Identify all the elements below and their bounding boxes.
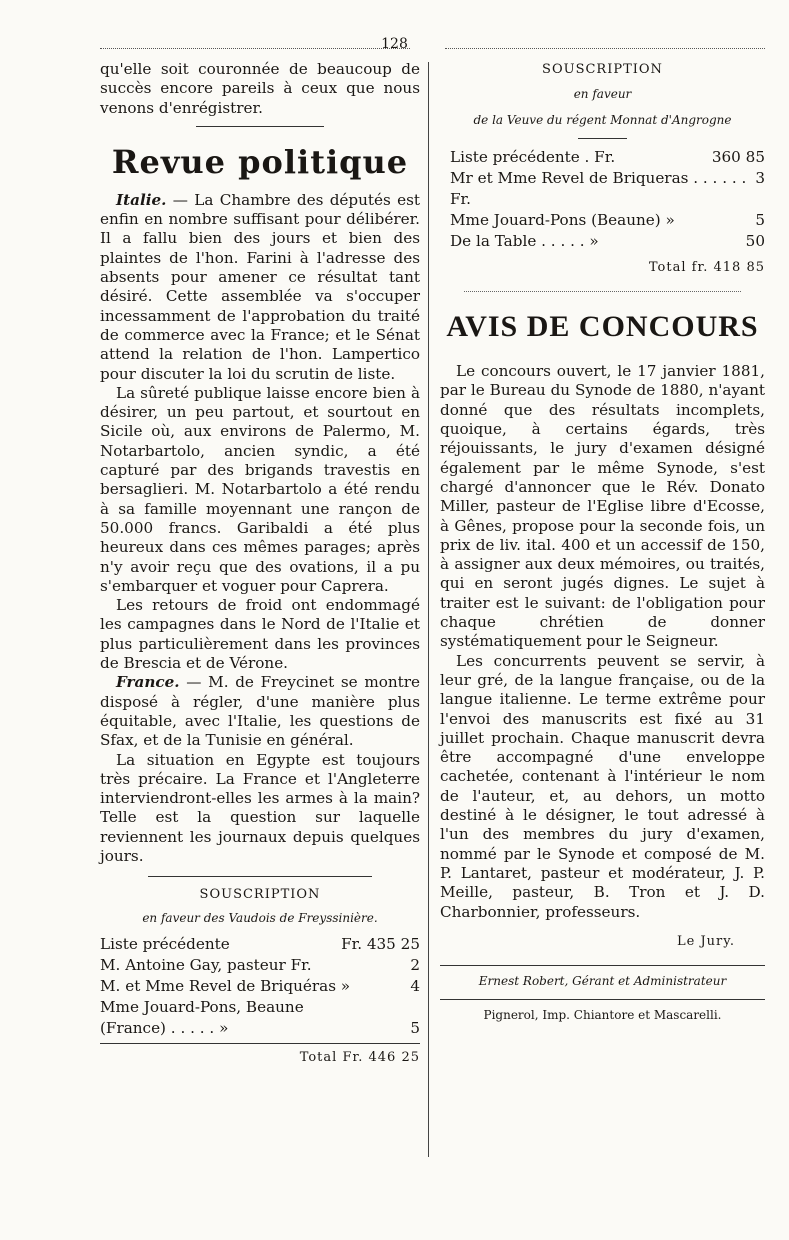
italie-label: Italie.: [116, 190, 167, 209]
concours-paragraph-2: Les concurrents peuvent se servir, à leur gré, de la langue française, ou de la langue italienne. Le terme extrême pour l'envoi des manuscrits est fixé au 31 juillet prochain. Chaque manuscrit devra être accompagné d'une enveloppe cachetée, contenant à l'intérieur le nom de l'auteur, et, au dehors, un motto destiné à le désigner, le tout adressé à l'un des membres du jury d'examen, nommé par le Synode et composé de M. P. Lantaret, pasteur et modérateur, J. P. Meille, pasteur, B. Tron et J. D. Charbonnier, professeurs.: [440, 651, 765, 921]
opening-paragraph: qu'elle soit couronnée de beaucoup de succès encore pareils à ceux que nous venons d'enrégistrer.: [100, 60, 420, 117]
subscription-title: SOUSCRIPTION: [199, 887, 321, 903]
row-value: 50: [745, 231, 765, 250]
subscription-list: [100, 934, 420, 1039]
divider: [196, 126, 324, 127]
paragraph-italie: Italie. — La Chambre des députés est enfin en nombre suffisant pour délibérer. Il a fallu bien des jours et bien des plaintes de l'hon. Farini à l'adresse des absents pour amener ce résultat tant désiré. Cette assemblée va s'occuper incessamment de l'approbation du traité de commerce avec la France; et le Sénat attend la relation de l'hon. Lampertico pour discuter la loi du scrutin de liste.: [100, 190, 420, 383]
subscription-row: [100, 934, 420, 955]
paragraph-france: France. — M. de Freycinet se montre disposé à régler, d'une manière plus équitable, avec l'Italie, les questions de Sfax, et de la Tunisie en général.: [100, 673, 420, 750]
subscription-list-right: [440, 147, 765, 252]
row-value: Fr. 435 25: [341, 934, 420, 953]
divider: [464, 291, 740, 292]
subscription-row: [450, 231, 765, 252]
column-divider: [428, 62, 429, 1157]
divider: [578, 138, 627, 139]
row-label: M. Antoine Gay, pasteur Fr.: [100, 955, 312, 974]
subscription-row: [100, 997, 420, 1018]
imprint-manager: Ernest Robert, Gérant et Administrateur: [478, 974, 727, 989]
paragraph-froid: Les retours de froid ont endommagé les campagnes dans le Nord de l'Italie et plus particulièrement dans les provinces de Brescia et de Vérone.: [100, 596, 420, 673]
row-value: 360 85: [711, 147, 765, 166]
row-label: M. et Mme Revel de Briquéras »: [100, 976, 351, 995]
left-column: [100, 60, 420, 1067]
top-rule-left: [100, 48, 410, 49]
top-rule-right: [445, 48, 765, 49]
subscription-row: [450, 147, 765, 168]
row-value: 5: [410, 1018, 420, 1037]
row-value: 4: [410, 976, 420, 995]
divider: [148, 876, 372, 877]
row-label: De la Table . . . . . »: [450, 231, 599, 250]
france-label: France.: [116, 673, 180, 692]
paragraph-egypte: La situation en Egypte est toujours très précaire. La France et l'Angleterre interviendront-elles les armes à la main? Telle est la question sur laquelle reviennent les journaux depuis quelques jours.: [100, 750, 420, 865]
row-label: Mr et Mme Revel de Briqueras . . . . . . Fr.: [450, 168, 747, 208]
row-value: 2: [410, 955, 420, 974]
subscription-total-right: Total fr. 418 85: [648, 259, 765, 275]
divider: [440, 999, 765, 1000]
section-heading: Revue politique: [111, 142, 409, 181]
row-label: Liste précédente . Fr.: [450, 147, 616, 166]
subscription-title-right: SOUSCRIPTION: [542, 62, 663, 77]
subscription-total: Total Fr. 446 25: [299, 1049, 420, 1065]
row-value: 5: [755, 210, 765, 229]
right-column: [440, 60, 765, 1026]
row-value: 3: [755, 168, 765, 187]
subscription-row: [100, 955, 420, 976]
subscription-row: [100, 1018, 420, 1039]
divider: [100, 1043, 420, 1044]
row-label: Mme Jouard-Pons, Beaune: [100, 997, 304, 1016]
row-label: Mme Jouard-Pons (Beaune) »: [450, 210, 675, 229]
row-label: Liste précédente: [100, 934, 230, 953]
notice-heading: AVIS DE CONCOURS: [446, 310, 759, 344]
paragraph-surete: La sûreté publique laisse encore bien à désirer, un peu partout, et sourtout en Sicile où, aux environs de Palermo, M. Notarbartolo, ancien syndic, a été capturé par des brigands travestis en bersaglieri. M. Notarbartolo a été rendu à sa famille moyennant une rançon de 50.000 francs. Garibaldi a été plus heureux dans ces mêmes parages; après n'y avoir reçu que des ovations, il a pu s'embarquer et voguer pour Caprera.: [100, 383, 420, 595]
row-label: (France) . . . . . »: [100, 1018, 229, 1037]
concours-paragraph-1: Le concours ouvert, le 17 janvier 1881, par le Bureau du Synode de 1880, n'ayant donné que des résultats incomplets, quoique, à certains égards, très réjouissants, le jury d'examen désigné également par le même Synode, s'est chargé d'annoncer que le Rév. Donato Miller, pasteur de l'Eglise libre d'Ecosse, à Gênes, propose pour la seconde fois, un prix de liv. ital. 400 et un accessif de 150, à assigner aux deux mémoires, ou traités, qui en seront jugés dignes. Le sujet à traiter est le suivant: de l'obligation pour chaque chrétien de donner systématiquement pour le Seigneur.: [440, 362, 765, 651]
divider: [440, 965, 765, 966]
subscription-row: [100, 976, 420, 997]
subscription-line1: en faveur: [573, 87, 632, 102]
subscription-line2: de la Veuve du régent Monnat d'Angrogne: [473, 112, 732, 127]
page-number: 128: [381, 36, 408, 52]
imprint-printer: Pignerol, Imp. Chiantore et Mascarelli.: [483, 1008, 722, 1023]
signature: Le Jury.: [676, 933, 735, 949]
subscription-row: [450, 168, 765, 210]
subscription-subtitle: en faveur des Vaudois de Freyssinière.: [142, 910, 378, 925]
subscription-row: [450, 210, 765, 231]
